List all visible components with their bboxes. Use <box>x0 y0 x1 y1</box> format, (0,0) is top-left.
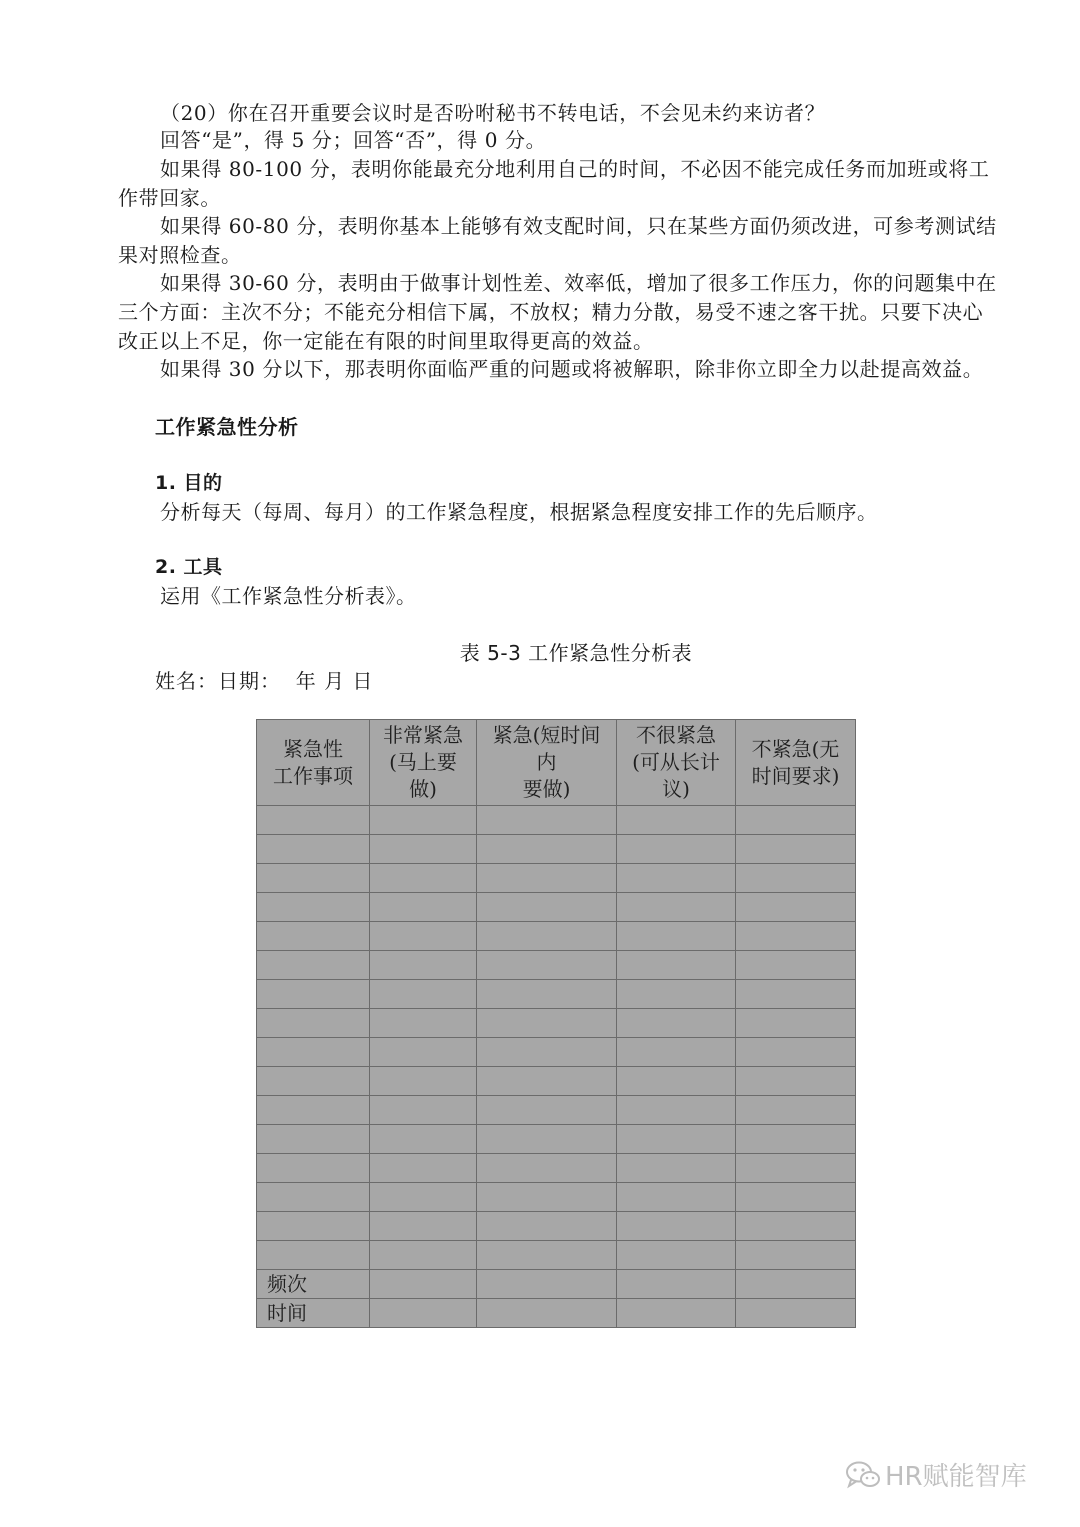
table-header-row <box>257 720 856 806</box>
table-row <box>257 1212 856 1241</box>
table-cell[interactable] <box>736 1154 856 1183</box>
table-row <box>257 1096 856 1125</box>
header-urgent: 紧急(短时间 内 要做) <box>477 720 617 806</box>
table-cell[interactable] <box>477 922 617 951</box>
table-cell[interactable] <box>370 864 477 893</box>
table-cell[interactable] <box>617 1270 736 1299</box>
table-cell[interactable] <box>736 922 856 951</box>
watermark <box>845 1456 1027 1493</box>
table-cell[interactable] <box>370 1270 477 1299</box>
work-item-cell[interactable] <box>257 1125 370 1154</box>
table-cell[interactable] <box>736 864 856 893</box>
table-cell[interactable] <box>370 1067 477 1096</box>
table-row <box>257 1038 856 1067</box>
table-cell[interactable] <box>617 1241 736 1270</box>
table-cell[interactable] <box>370 1009 477 1038</box>
table-row <box>257 1241 856 1270</box>
tool-heading: 2. 工具 <box>155 556 223 578</box>
work-item-cell[interactable] <box>257 864 370 893</box>
table-cell[interactable] <box>736 1270 856 1299</box>
table-row <box>257 922 856 951</box>
table-body <box>257 806 856 1328</box>
table-cell[interactable] <box>370 1096 477 1125</box>
work-item-cell[interactable] <box>257 1241 370 1270</box>
purpose-text: 分析每天（每周、每月）的工作紧急程度，根据紧急程度安排工作的先后顺序。 <box>160 500 878 524</box>
header-not-very-urgent: 不很紧急 (可从长计 议) <box>617 720 736 806</box>
table-cell[interactable] <box>370 1154 477 1183</box>
table-cell[interactable] <box>370 1212 477 1241</box>
table-row <box>257 835 856 864</box>
table-row <box>257 1183 856 1212</box>
header-urgency-work-item: 紧急性 工作事项 <box>257 720 370 806</box>
table-cell[interactable] <box>617 1154 736 1183</box>
table-cell[interactable] <box>617 835 736 864</box>
table-cell[interactable] <box>370 1038 477 1067</box>
table-cell[interactable] <box>370 1183 477 1212</box>
table-row <box>257 864 856 893</box>
table-cell[interactable] <box>736 980 856 1009</box>
table-row <box>257 1067 856 1096</box>
table-cell[interactable] <box>477 1299 617 1328</box>
table-row <box>257 806 856 835</box>
table-cell[interactable] <box>477 1212 617 1241</box>
table-row-frequency <box>257 1270 856 1299</box>
header-very-urgent: 非常紧急 (马上要 做) <box>370 720 477 806</box>
table-row <box>257 1154 856 1183</box>
row-label-frequency: 频次 <box>257 1270 370 1299</box>
table-row <box>257 951 856 980</box>
urgency-analysis-table <box>256 719 856 1328</box>
table-cell[interactable] <box>477 980 617 1009</box>
table-cell[interactable] <box>617 1009 736 1038</box>
table-cell[interactable] <box>736 835 856 864</box>
result-60-80: 如果得 60-80 分，表明你基本上能够有效支配时间，只在某些方面仍须改进，可参考测试结果对照检查。 <box>118 214 997 267</box>
table-cell[interactable] <box>477 864 617 893</box>
table-cell[interactable] <box>477 893 617 922</box>
table-cell[interactable] <box>736 951 856 980</box>
question-20-scoring: 回答“是”，得 5 分；回答“否”，得 0 分。 <box>160 128 547 152</box>
work-item-cell[interactable] <box>257 1096 370 1125</box>
table-cell[interactable] <box>370 1241 477 1270</box>
name-date-line: 姓名：日期： 年 月 日 <box>155 669 374 693</box>
work-item-cell[interactable] <box>257 922 370 951</box>
table-cell[interactable] <box>617 1067 736 1096</box>
tool-text: 运用《工作紧急性分析表》。 <box>160 584 417 608</box>
table-row <box>257 893 856 922</box>
table-cell[interactable] <box>477 1270 617 1299</box>
table-row <box>257 980 856 1009</box>
table-cell[interactable] <box>370 1299 477 1328</box>
watermark-text: HR赋能智库 <box>885 1462 1027 1492</box>
table-cell[interactable] <box>477 951 617 980</box>
table-cell[interactable] <box>736 1212 856 1241</box>
table-cell[interactable] <box>617 1212 736 1241</box>
table-cell[interactable] <box>477 1241 617 1270</box>
table-cell[interactable] <box>477 806 617 835</box>
table-cell[interactable] <box>736 1125 856 1154</box>
table-cell[interactable] <box>370 893 477 922</box>
table-cell[interactable] <box>477 1183 617 1212</box>
result-30-60: 如果得 30-60 分，表明由于做事计划性差、效率低，增加了很多工作压力，你的问题集中在三个方面：主次不分；不能充分相信下属，不放权；精力分散，易受不速之客干扰。只要下决心改正以上不足，你一定能在有限的时间里取得更高的效益。 <box>118 271 997 353</box>
table-cell[interactable] <box>617 806 736 835</box>
work-item-cell[interactable] <box>257 1183 370 1212</box>
work-item-cell[interactable] <box>257 1212 370 1241</box>
table-cell[interactable] <box>736 806 856 835</box>
table-cell[interactable] <box>370 806 477 835</box>
work-item-cell[interactable] <box>257 1009 370 1038</box>
table-cell[interactable] <box>370 951 477 980</box>
result-below-30: 如果得 30 分以下，那表明你面临严重的问题或将被解职，除非你立即全力以赴提高效益。 <box>160 357 984 381</box>
work-item-cell[interactable] <box>257 835 370 864</box>
table-cell[interactable] <box>617 980 736 1009</box>
table-cell[interactable] <box>370 922 477 951</box>
table-cell[interactable] <box>477 1125 617 1154</box>
table-cell[interactable] <box>736 1038 856 1067</box>
table-cell[interactable] <box>477 1096 617 1125</box>
table-cell[interactable] <box>736 893 856 922</box>
work-item-cell[interactable] <box>257 951 370 980</box>
table-cell[interactable] <box>617 893 736 922</box>
row-label-time: 时间 <box>257 1299 370 1328</box>
table-caption: 表 5-3 工作紧急性分析表 <box>459 641 693 665</box>
table-row <box>257 1009 856 1038</box>
work-item-cell[interactable] <box>257 1154 370 1183</box>
table-row <box>257 1125 856 1154</box>
table-cell[interactable] <box>736 1067 856 1096</box>
table-cell[interactable] <box>477 1038 617 1067</box>
table-cell[interactable] <box>477 835 617 864</box>
table-cell[interactable] <box>617 922 736 951</box>
table-cell[interactable] <box>736 1241 856 1270</box>
table-row-time <box>257 1299 856 1328</box>
question-20: （20）你在召开重要会议时是否吩咐秘书不转电话，不会见未约来访者？ <box>160 101 826 125</box>
table-cell[interactable] <box>617 1299 736 1328</box>
table-cell[interactable] <box>370 835 477 864</box>
table-cell[interactable] <box>370 980 477 1009</box>
section-title: 工作紧急性分析 <box>155 415 299 439</box>
table-cell[interactable] <box>617 1125 736 1154</box>
table-cell[interactable] <box>617 864 736 893</box>
table-cell[interactable] <box>736 1096 856 1125</box>
table-cell[interactable] <box>617 1038 736 1067</box>
work-item-cell[interactable] <box>257 1067 370 1096</box>
table-cell[interactable] <box>477 1009 617 1038</box>
table-cell[interactable] <box>736 1299 856 1328</box>
table-cell[interactable] <box>617 951 736 980</box>
work-item-cell[interactable] <box>257 980 370 1009</box>
wechat-icon <box>845 1460 881 1490</box>
work-item-cell[interactable] <box>257 1038 370 1067</box>
table-cell[interactable] <box>477 1154 617 1183</box>
table-cell[interactable] <box>736 1009 856 1038</box>
work-item-cell[interactable] <box>257 893 370 922</box>
table-cell[interactable] <box>370 1125 477 1154</box>
table-cell[interactable] <box>617 1183 736 1212</box>
table-cell[interactable] <box>617 1096 736 1125</box>
table-cell[interactable] <box>477 1067 617 1096</box>
result-80-100: 如果得 80-100 分，表明你能最充分地利用自己的时间，不必因不能完成任务而加班或将工作带回家。 <box>118 157 990 210</box>
work-item-cell[interactable] <box>257 806 370 835</box>
table-cell[interactable] <box>736 1183 856 1212</box>
header-not-urgent: 不紧急(无 时间要求) <box>736 720 856 806</box>
purpose-heading: 1. 目的 <box>155 472 223 494</box>
